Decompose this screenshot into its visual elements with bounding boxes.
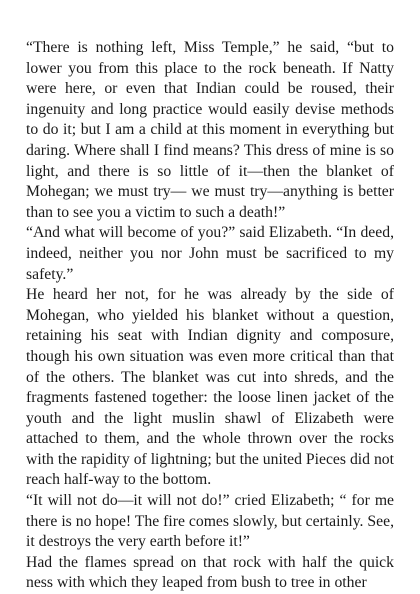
paragraph-blanket-rope: He heard her not, for he was already by the side of Mohegan, who yielded his blanket without a question, retaining his seat with Indian dignity and composure, though his own situation was even more critical than that of the others. The blanket was cut into shreds, and the fragments fastened together: the loose linen jacket of the youth and the light muslin shawl of Elizabeth were attached to them, and the whole thrown over the rocks with the rapidity of lightning; but the united Pieces did not reach half-way to the bottom. [26, 286, 394, 489]
paragraph-elizabeth-reply: “And what will become of you?” said Elizabeth. “In deed, indeed, neither you nor John must be sacrificed to my safety.” [26, 224, 394, 283]
paragraph-flames: Had the flames spread on that rock with half the quick ness with which they leaped from bush to tree in other [26, 553, 394, 592]
paragraph-elizabeth-despair: “It will not do—it will not do!” cried Elizabeth; “ for me there is no hope! The fire comes slowly, but certainly. See, it destroys the very earth before it!” [26, 492, 394, 551]
paragraph-effingham-speech: “There is nothing left, Miss Temple,” he said, “but to lower you from this place to the rock beneath. If Natty were here, or even that Indian could be roused, their ingenuity and long practice would easily devise methods to do it; but I am a child at this moment in everything but daring. Where shall I find means? This dress of mine is so light, and there is so little of it—then the blanket of Mohegan; we must try— we must try—anything is better than to see you a victim to such a death!” [26, 39, 394, 221]
page-text [26, 38, 394, 594]
